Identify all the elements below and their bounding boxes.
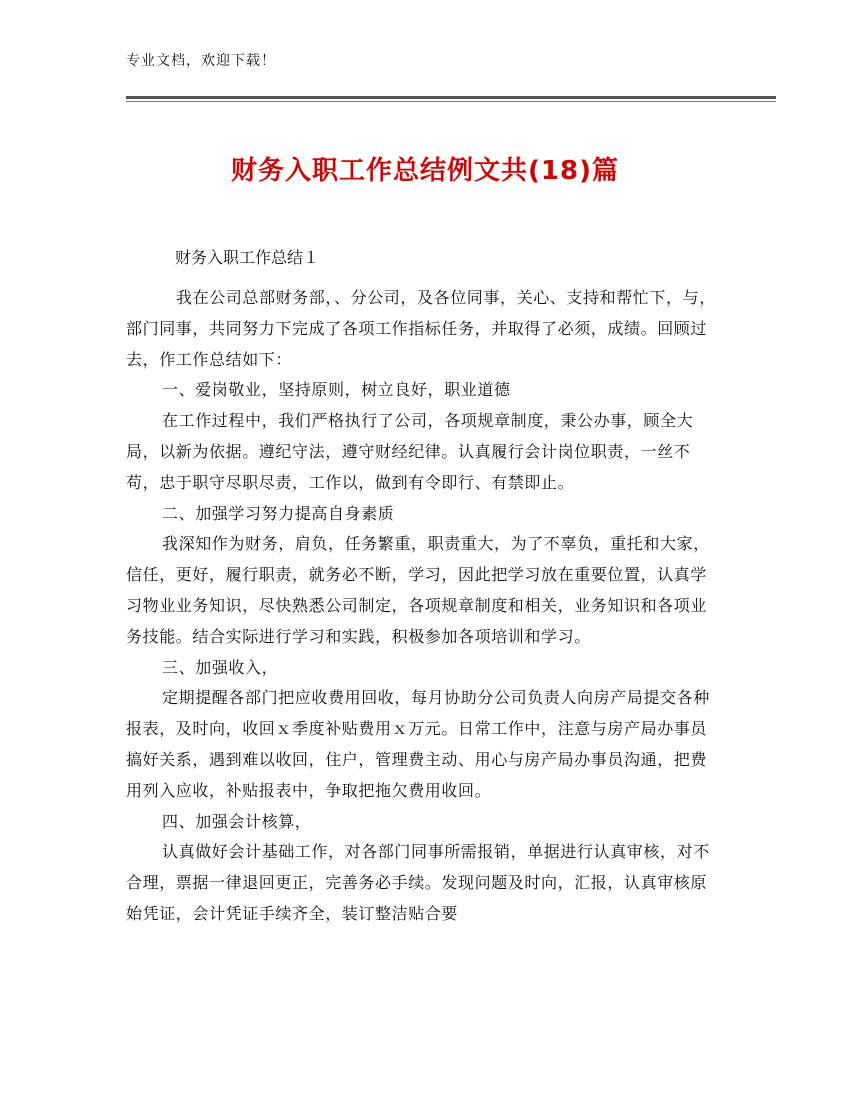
paragraph: 我深知作为财务，肩负，任务繁重，职责重大，为了不辜负，重托和大家，信任，更好，履行职责，就务必不断，学习，因此把学习放在重要位置，认真学习物业业务知识，尽快熟悉公司制定，各项规章制度和相关，业务知识和各项业务技能。结合实际进行学习和实践，积极参加各项培训和学习。 (126, 534, 710, 646)
paragraph: 认真做好会计基础工作，对各部门同事所需报销，单据进行认真审核，对不合理，票据一律退回更正，完善务必手续。发现问题及时向，汇报，认真审核原始凭证，会计凭证手续齐全，装订整洁贴合要 (126, 842, 710, 923)
heading-paragraph: 四、加强会计核算， (162, 811, 312, 831)
header-divider-thin (126, 101, 776, 102)
header-divider (126, 96, 776, 99)
section-title: 财务入职工作总结１ (175, 248, 320, 267)
heading-paragraph: 三、加强收入， (162, 657, 279, 677)
document-title: 财务入职工作总结例文共(18)篇 (231, 156, 619, 186)
heading-paragraph: 一、爱岗敬业，坚持原则，树立良好，职业道德 (162, 380, 511, 400)
paragraph: 定期提醒各部门把应收费用回收，每月协助分公司负责人向房产局提交各种报表，及时向，收回ｘ季度补贴费用ｘ万元。日常工作中，注意与房产局办事员搞好关系，遇到难以收回，住户，管理费主动、用心与房产局办事员沟通，把费用列入应收，补贴报表中，争取把拖欠费用收回。 (126, 688, 710, 800)
document-body (126, 283, 716, 930)
paragraph: 我在公司总部财务部，、分公司，及各位同事，关心、支持和帮忙下，与，部门同事，共同努力下完成了各项工作指标任务，并取得了必须，成绩。回顾过去，作工作总结如下： (126, 288, 716, 369)
header-text: 专业文档，欢迎下载！ (126, 53, 276, 69)
heading-paragraph: 二、加强学习努力提高自身素质 (162, 503, 395, 523)
paragraph: 在工作过程中，我们严格执行了公司，各项规章制度，秉公办事，顾全大局，以新为依据。遵纪守法，遵守财经纪律。认真履行会计岗位职责，一丝不苟，忠于职守尽职尽责，工作以，做到有令即行、有禁即止。 (126, 411, 694, 492)
